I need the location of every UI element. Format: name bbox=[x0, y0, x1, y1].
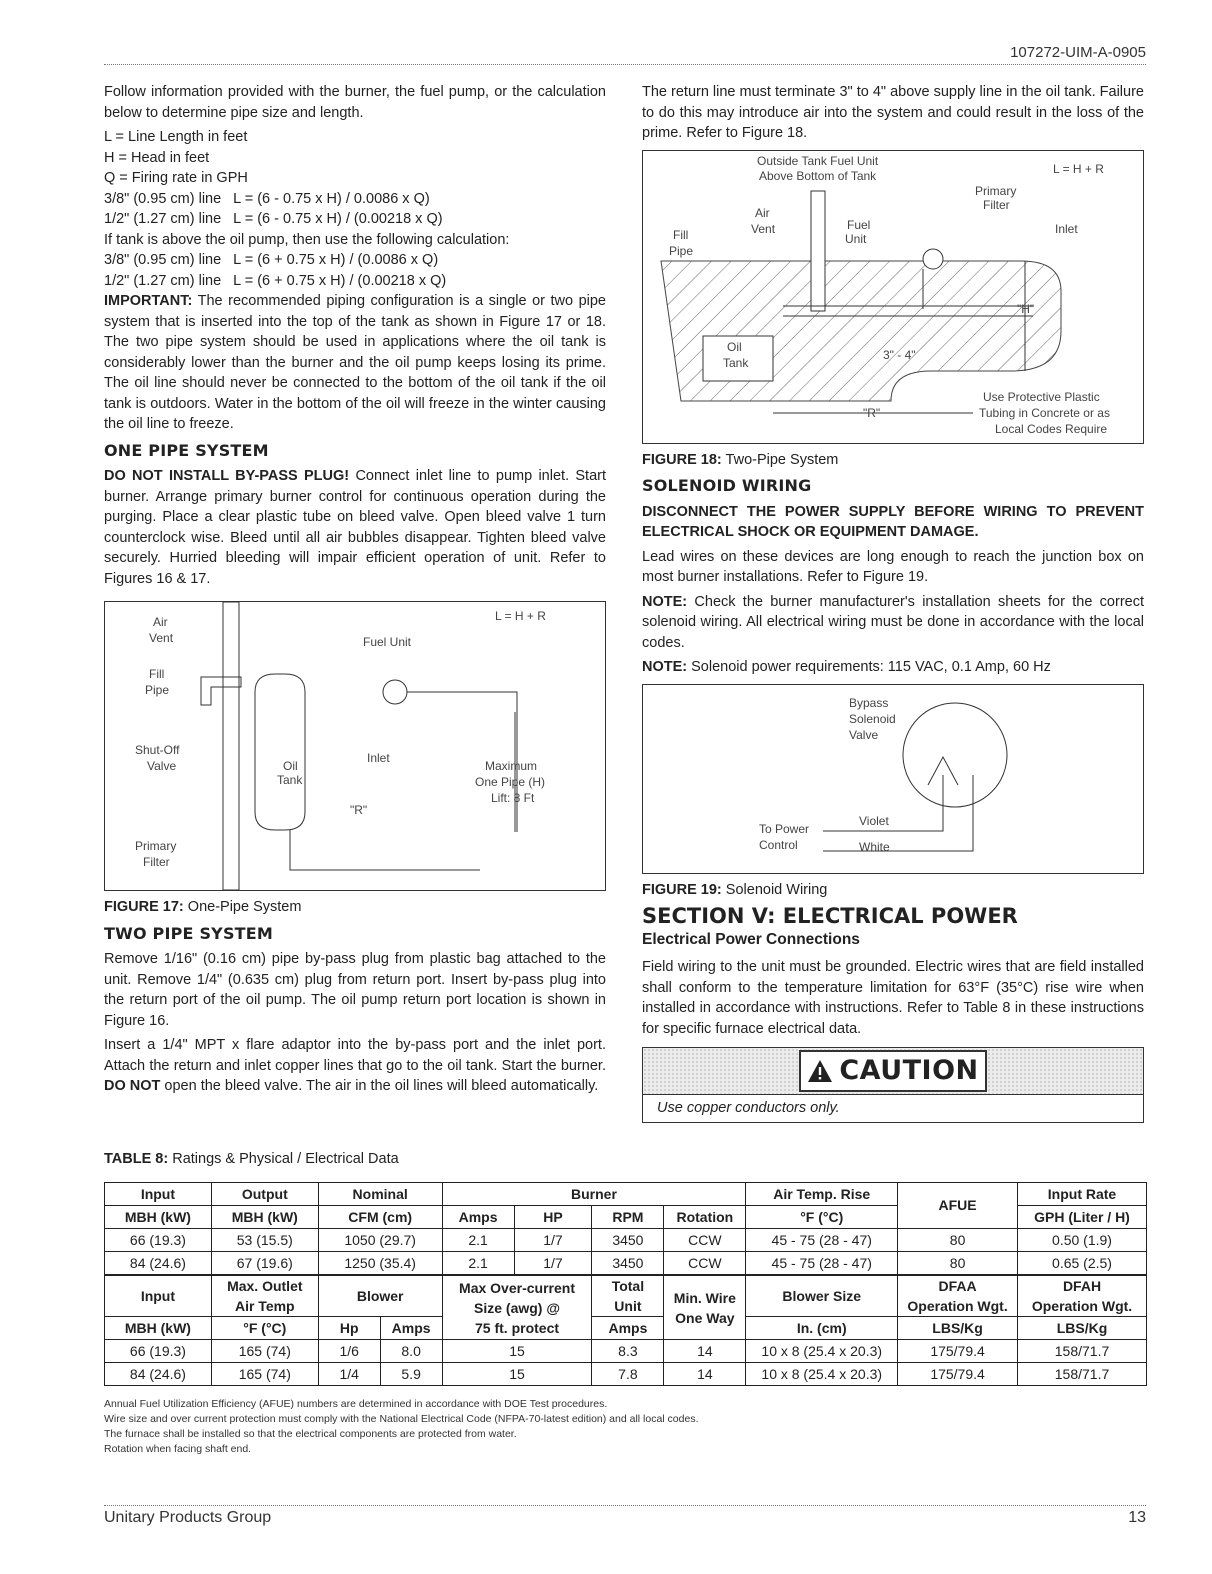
caption-text: One-Pipe System bbox=[187, 899, 302, 915]
one-pipe-warning: DO NOT INSTALL BY-PASS PLUG! bbox=[104, 468, 350, 484]
two-pipe-paragraph-2 bbox=[104, 1035, 606, 1097]
two-pipe-paragraph-1: Remove 1/16" (0.16 cm) pipe by-pass plug from plastic bag attached to the unit. Remove 1/4" (0.635 cm) plug from return port. Insert by-pass plug into the return port of the oil pump. The oil pump return port location is shown in Figure 16. bbox=[104, 951, 606, 1029]
cell: 84 (24.6) bbox=[105, 1252, 212, 1276]
th-dfah-line1: DFAH bbox=[1062, 1278, 1102, 1294]
fig17-oil: Oil bbox=[283, 759, 298, 773]
above-pump-text: If tank is above the oil pump, then use the following calculation: bbox=[104, 231, 510, 248]
th-dfaa bbox=[898, 1275, 1018, 1317]
caption-label: FIGURE 17: bbox=[104, 899, 184, 915]
cell: 8.0 bbox=[380, 1340, 442, 1363]
caption-text: Ratings & Physical / Electrical Data bbox=[172, 1151, 399, 1167]
oil-tank-shape bbox=[255, 674, 305, 830]
def-head: H = Head in feet bbox=[104, 149, 210, 166]
one-pipe-system-drawing bbox=[105, 602, 605, 890]
right-column bbox=[642, 82, 1144, 1123]
caution-band bbox=[643, 1048, 1143, 1095]
formula-3 bbox=[104, 250, 606, 271]
th-dfaa-line1: DFAA bbox=[938, 1278, 977, 1294]
fig19-violet: Violet bbox=[859, 813, 889, 828]
cell: 0.65 (2.5) bbox=[1018, 1252, 1147, 1276]
th-in-cm: In. (cm) bbox=[746, 1317, 898, 1340]
cell: 0.50 (1.9) bbox=[1018, 1229, 1147, 1252]
th-total-line2: Unit bbox=[614, 1298, 642, 1314]
cell: 3450 bbox=[592, 1229, 664, 1252]
cell: 165 (74) bbox=[211, 1363, 318, 1386]
footer-company: Unitary Products Group bbox=[104, 1509, 272, 1526]
fig18-use3: Local Codes Require bbox=[995, 421, 1108, 436]
fig18-h: "H" bbox=[1017, 301, 1035, 316]
figure-18-caption bbox=[642, 450, 1144, 471]
formula-size: 1/2" (1.27 cm) line bbox=[104, 272, 222, 289]
caution-text: Use copper conductors only. bbox=[657, 1100, 840, 1116]
cell: 7.8 bbox=[592, 1363, 664, 1386]
cell: 10 x 8 (25.4 x 20.3) bbox=[746, 1363, 898, 1386]
fig18-outside2: Above Bottom of Tank bbox=[759, 168, 877, 183]
formula-size: 3/8" (0.95 cm) line bbox=[104, 190, 222, 207]
solenoid-wiring-drawing bbox=[643, 685, 1143, 873]
fig18-r: "R" bbox=[863, 405, 881, 420]
th-min-wire bbox=[664, 1275, 746, 1340]
cell: 84 (24.6) bbox=[105, 1363, 212, 1386]
cell: 80 bbox=[898, 1252, 1018, 1276]
figure-17-caption bbox=[104, 897, 606, 918]
cell: 53 (15.5) bbox=[211, 1229, 318, 1252]
formula-size: 3/8" (0.95 cm) line bbox=[104, 252, 222, 268]
fig18-outside1: Outside Tank Fuel Unit bbox=[757, 153, 879, 168]
fig18-lhr: L = H + R bbox=[1053, 161, 1104, 176]
important-paragraph bbox=[104, 291, 606, 435]
fig17-max2: One Pipe (H) bbox=[475, 775, 546, 789]
table-row bbox=[105, 1363, 1147, 1386]
left-column bbox=[104, 82, 606, 1101]
th-gph: GPH (Liter / H) bbox=[1018, 1206, 1147, 1229]
fig19-white: White bbox=[859, 839, 890, 854]
fig18-vent: Vent bbox=[751, 221, 776, 236]
cell: 5.9 bbox=[380, 1363, 442, 1386]
cell: 2.1 bbox=[442, 1252, 514, 1276]
one-pipe-text: Connect inlet line to pump inlet. Start burner. Arrange primary burner control for continuous operation during the purging. Place a clear plastic tube on bleed valve. Open bleed valve 1 turn counterclock wise. Bleed until all air bubbles disappear. Tighten bleed valve securely. Hurried bleeding will impair efficient operation of unit. Refer to Figures 16 & 17. bbox=[104, 468, 607, 587]
th-cfm: CFM (cm) bbox=[318, 1206, 442, 1229]
note-2 bbox=[642, 657, 1144, 678]
note-line: Annual Fuel Utilization Efficiency (AFUE) numbers are determined in accordance with DOE Test procedures. bbox=[104, 1398, 608, 1410]
th-max-outlet-line2: Air Temp bbox=[234, 1298, 295, 1314]
caption-label: TABLE 8: bbox=[104, 1151, 169, 1167]
header-rule bbox=[104, 64, 1146, 65]
th-min-wire-line1: Min. Wire bbox=[673, 1289, 736, 1306]
fig18-use2: Tubing in Concrete or as bbox=[979, 405, 1110, 420]
fig18-pipe: Pipe bbox=[669, 243, 694, 258]
def-line-length: L = Line Length in feet bbox=[104, 129, 248, 145]
table-row bbox=[105, 1229, 1147, 1252]
fig18-oil: Oil bbox=[727, 339, 742, 354]
caption-label: FIGURE 18: bbox=[642, 451, 722, 468]
th-rotation: Rotation bbox=[664, 1206, 746, 1229]
two-pipe-text-b: open the bleed valve. The air in the oil lines will bleed automatically. bbox=[164, 1078, 599, 1094]
th-output: Output bbox=[211, 1183, 318, 1206]
th-max-over-line1: Max Over-current bbox=[459, 1280, 575, 1296]
th-rpm: RPM bbox=[592, 1206, 664, 1229]
solenoid-text: Lead wires on these devices are long enough to reach the junction box on most burner installations. Refer to Figure 19. bbox=[642, 548, 1144, 585]
cell: 1/4 bbox=[318, 1363, 380, 1386]
footer-rule bbox=[104, 1505, 1146, 1506]
formula-equation: L = (6 - 0.75 x H) / 0.0086 x Q) bbox=[233, 190, 430, 207]
th-degf-2: °F (°C) bbox=[211, 1317, 318, 1340]
formula-equation: L = (6 + 0.75 x H) / (0.00218 x Q) bbox=[233, 272, 447, 289]
caption-label: FIGURE 19: bbox=[642, 881, 722, 898]
fig18-unit: Unit bbox=[845, 231, 867, 246]
fig19-to-power: To Power bbox=[759, 821, 810, 836]
fig17-vent: Vent bbox=[149, 631, 174, 645]
note-text: Solenoid power requirements: 115 VAC, 0.1 Amp, 60 Hz bbox=[691, 659, 1051, 675]
fig17-fuel-unit: Fuel Unit bbox=[363, 635, 412, 649]
fig18-air: Air bbox=[755, 205, 770, 220]
th-dfaa-line2: Operation Wgt. bbox=[907, 1298, 1008, 1314]
cell: 10 x 8 (25.4 x 20.3) bbox=[746, 1340, 898, 1363]
th-lbs-1: LBS/Kg bbox=[898, 1317, 1018, 1340]
th-dfah bbox=[1018, 1275, 1147, 1317]
cell: 66 (19.3) bbox=[105, 1229, 212, 1252]
caption-text: Solenoid Wiring bbox=[725, 881, 828, 898]
cell: 8.3 bbox=[592, 1340, 664, 1363]
section-v-heading: SECTION V: ELECTRICAL POWER bbox=[642, 904, 1018, 928]
warning-triangle-icon bbox=[807, 1059, 833, 1083]
cell: 2.1 bbox=[442, 1229, 514, 1252]
th-max-over-line2: Size (awg) @ bbox=[474, 1300, 561, 1316]
fig17-primary: Primary bbox=[135, 839, 177, 853]
th-max-outlet-line1: Max. Outlet bbox=[227, 1278, 303, 1294]
formula-equation: L = (6 - 0.75 x H) / (0.00218 x Q) bbox=[233, 211, 443, 227]
note-text: Check the burner manufacturer's installation sheets for the correct solenoid wiring. All electrical wiring must be done in accordance with the local codes. bbox=[642, 593, 1144, 651]
cell: 15 bbox=[442, 1340, 592, 1363]
th-amps-2: Amps bbox=[380, 1317, 442, 1340]
solenoid-heading: SOLENOID WIRING bbox=[642, 476, 812, 495]
solenoid-coil-shape bbox=[903, 703, 1007, 807]
one-pipe-heading: ONE PIPE SYSTEM bbox=[104, 440, 269, 460]
th-input: Input bbox=[105, 1183, 212, 1206]
fig19-control: Control bbox=[759, 837, 798, 852]
table-8-caption bbox=[104, 1151, 399, 1167]
th-degf: °F (°C) bbox=[746, 1206, 898, 1229]
cell: 158/71.7 bbox=[1018, 1340, 1147, 1363]
formula-equation: L = (6 + 0.75 x H) / (0.0086 x Q) bbox=[233, 252, 439, 268]
table-row bbox=[105, 1252, 1147, 1276]
caution-word: CAUTION bbox=[839, 1054, 979, 1086]
cell: 66 (19.3) bbox=[105, 1340, 212, 1363]
electrical-subheading: Electrical Power Connections bbox=[642, 930, 860, 948]
caution-box bbox=[642, 1047, 1144, 1123]
cell: 14 bbox=[664, 1363, 746, 1386]
vent-pipe bbox=[811, 191, 825, 311]
th-total-unit bbox=[592, 1275, 664, 1317]
table-row bbox=[105, 1340, 1147, 1363]
lead-wires bbox=[823, 775, 973, 851]
th-hp-2: Hp bbox=[318, 1317, 380, 1340]
th-max-over-line3: 75 ft. protect bbox=[475, 1320, 560, 1336]
fig18-fill: Fill bbox=[673, 227, 689, 242]
cell: 45 - 75 (28 - 47) bbox=[746, 1252, 898, 1276]
cell: CCW bbox=[664, 1229, 746, 1252]
th-lbs-2: LBS/Kg bbox=[1018, 1317, 1147, 1340]
th-amps: Amps bbox=[442, 1206, 514, 1229]
page-number: 13 bbox=[1128, 1509, 1146, 1526]
fuel-unit-shape bbox=[383, 680, 407, 704]
note-line: The furnace shall be installed so that the electrical components are protected from water. bbox=[104, 1428, 517, 1440]
two-pipe-do-not: DO NOT bbox=[104, 1078, 161, 1094]
fig17-shutoff: Shut-Off bbox=[135, 743, 180, 757]
fig19-solenoid: Solenoid bbox=[849, 711, 896, 726]
bottom-line bbox=[290, 830, 480, 870]
th-max-over bbox=[442, 1275, 592, 1340]
note-label: NOTE: bbox=[642, 659, 688, 675]
cell: 1/6 bbox=[318, 1340, 380, 1363]
th-min-wire-line2: One Way bbox=[675, 1309, 735, 1326]
fig18-inlet: Inlet bbox=[1055, 221, 1078, 236]
cell: 1/7 bbox=[514, 1252, 592, 1276]
fill-pipe bbox=[201, 677, 241, 705]
electrical-text: Field wiring to the unit must be grounded. Electric wires that are field installed shall conform to the temperature limitation for 63°F (35°C) rise wire when installed in accordance with instructions. Refer to Table 8 in these instructions for specific furnace electrical data. bbox=[642, 959, 1144, 1037]
figure-19-diagram bbox=[642, 684, 1144, 874]
th-total-line1: Total bbox=[611, 1278, 645, 1294]
th-max-outlet bbox=[211, 1275, 318, 1317]
document-code: 107272-UIM-A-0905 bbox=[1010, 44, 1146, 61]
figure-17-diagram bbox=[104, 601, 606, 891]
note-line: Wire size and over current protection must comply with the National Electrical Code (NFPA-70-latest edition) and all local codes. bbox=[104, 1413, 699, 1425]
cell: 1/7 bbox=[514, 1229, 592, 1252]
vent-pipe bbox=[223, 602, 239, 890]
caution-label bbox=[799, 1050, 986, 1092]
one-pipe-paragraph bbox=[104, 466, 606, 589]
important-label: IMPORTANT: bbox=[104, 293, 193, 309]
cell: 14 bbox=[664, 1340, 746, 1363]
def-firing-rate: Q = Firing rate in GPH bbox=[104, 170, 248, 186]
th-air-temp: Air Temp. Rise bbox=[746, 1183, 898, 1206]
th-input-2: Input bbox=[105, 1275, 212, 1317]
caption-text: Two-Pipe System bbox=[725, 451, 839, 468]
th-hp: HP bbox=[514, 1206, 592, 1229]
th-afue: AFUE bbox=[898, 1183, 1018, 1229]
th-burner: Burner bbox=[442, 1183, 746, 1206]
fuel-unit-shape bbox=[923, 249, 943, 269]
fig17-max3: Lift: 8 Ft bbox=[491, 791, 535, 805]
ratings-table bbox=[104, 1182, 1147, 1386]
th-mbh-2: MBH (kW) bbox=[105, 1317, 212, 1340]
fig17-pipe: Pipe bbox=[145, 683, 170, 697]
cell: 80 bbox=[898, 1229, 1018, 1252]
two-pipe-system-drawing bbox=[643, 151, 1143, 443]
fig18-filter: Filter bbox=[983, 197, 1010, 212]
cell: CCW bbox=[664, 1252, 746, 1276]
important-text: The recommended piping configuration is a single or two pipe system that is inserted into the top of the tank as shown in Figure 17 or 18. The two pipe system should be used in applications where the oil tank is considerably lower than the burner and the oil pump keeps losing its prime. The oil line should never be connected to the bottom of the oil tank if the oil tank is outdoors. Water in the bottom of the oil will freeze in the winter causing the oil line to freeze. bbox=[104, 293, 606, 432]
header-row-1 bbox=[105, 1183, 1147, 1206]
cell: 165 (74) bbox=[211, 1340, 318, 1363]
fig18-tank: Tank bbox=[723, 355, 749, 370]
solenoid-warning: DISCONNECT THE POWER SUPPLY BEFORE WIRING TO PREVENT ELECTRICAL SHOCK OR EQUIPMENT DAMAGE. bbox=[642, 503, 1144, 540]
cell: 45 - 75 (28 - 47) bbox=[746, 1229, 898, 1252]
fig17-filter: Filter bbox=[143, 855, 170, 869]
fig17-fill: Fill bbox=[149, 667, 165, 681]
th-input-rate: Input Rate bbox=[1018, 1183, 1147, 1206]
cell: 1050 (29.7) bbox=[318, 1229, 442, 1252]
th-mbh: MBH (kW) bbox=[105, 1206, 212, 1229]
fig18-fuel: Fuel bbox=[847, 217, 871, 232]
fig18-gap: 3" - 4" bbox=[883, 347, 916, 362]
intro-text: Follow information provided with the burner, the fuel pump, or the calculation below to determine pipe size and length. bbox=[104, 84, 606, 121]
th-dfah-line2: Operation Wgt. bbox=[1031, 1298, 1133, 1314]
cell: 67 (19.6) bbox=[211, 1252, 318, 1276]
cell: 158/71.7 bbox=[1018, 1363, 1147, 1386]
fig17-inlet: Inlet bbox=[367, 751, 390, 765]
note-line: Rotation when facing shaft end. bbox=[104, 1443, 252, 1455]
fig18-use1: Use Protective Plastic bbox=[983, 389, 1100, 404]
return-line-text: The return line must terminate 3" to 4" above supply line in the oil tank. Failure to do this may introduce air into the system and could result in the loss of the prime. Refer to Figure 18. bbox=[642, 84, 1144, 141]
th-mbh-out: MBH (kW) bbox=[211, 1206, 318, 1229]
header-row-4 bbox=[105, 1317, 1147, 1340]
fig19-valve: Valve bbox=[849, 727, 879, 742]
fig17-r: "R" bbox=[350, 803, 368, 817]
table-notes bbox=[104, 1397, 698, 1457]
two-pipe-heading: TWO PIPE SYSTEM bbox=[104, 923, 274, 943]
note-1 bbox=[642, 592, 1144, 654]
th-amps-3: Amps bbox=[592, 1317, 664, 1340]
formula-2 bbox=[104, 209, 606, 230]
cell: 3450 bbox=[592, 1252, 664, 1276]
fig19-bypass: Bypass bbox=[849, 695, 889, 710]
fig17-max1: Maximum bbox=[485, 759, 538, 773]
fig17-tank: Tank bbox=[277, 773, 303, 787]
th-nominal: Nominal bbox=[318, 1183, 442, 1206]
two-pipe-text-a: Insert a 1/4" MPT x flare adaptor into the by-pass port and the inlet port. Attach the return and inlet copper lines that go to the oil tank. Start the burner. bbox=[104, 1037, 606, 1074]
cell: 1250 (35.4) bbox=[318, 1252, 442, 1276]
fig17-lhr: L = H + R bbox=[495, 609, 546, 623]
figure-19-caption bbox=[642, 880, 1144, 901]
formula-size: 1/2" (1.27 cm) line bbox=[104, 211, 222, 227]
note-label: NOTE: bbox=[642, 593, 688, 610]
cell: 15 bbox=[442, 1363, 592, 1386]
formula-1 bbox=[104, 189, 606, 210]
cell: 175/79.4 bbox=[898, 1340, 1018, 1363]
figure-18-diagram bbox=[642, 150, 1144, 444]
fig17-air: Air bbox=[153, 615, 168, 629]
formula-4 bbox=[104, 271, 606, 292]
th-blower: Blower bbox=[318, 1275, 442, 1317]
fig17-valve: Valve bbox=[147, 759, 177, 773]
th-blower-size: Blower Size bbox=[746, 1275, 898, 1317]
cell: 175/79.4 bbox=[898, 1363, 1018, 1386]
fig18-primary: Primary bbox=[975, 183, 1017, 198]
